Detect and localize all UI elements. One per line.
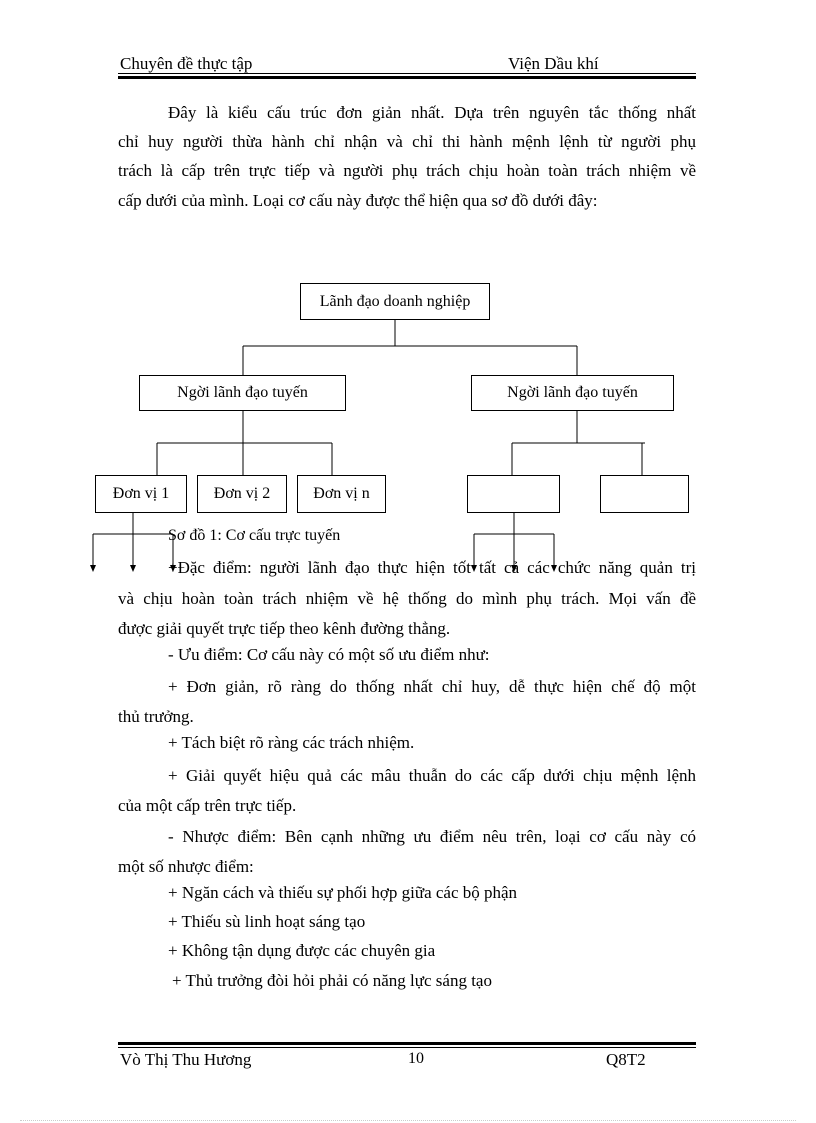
uu-diem-3-line-1: + Giải quyết hiệu quả các mâu thuẫn do các cấp dưới chịu mệnh lệnh bbox=[168, 766, 696, 785]
footer-rule-thick bbox=[118, 1042, 696, 1045]
dac-diem-line-1: +Đặc điểm: người lãnh đạo thực hiện tốt tất cả các chức năng quản trị bbox=[168, 558, 696, 577]
box-left-manager: Ngời lãnh đạo tuyến bbox=[139, 375, 346, 411]
nhuoc-diem-line-1: - Nhược điểm: Bên cạnh những ưu điểm nêu trên, loại cơ cấu này có bbox=[168, 827, 696, 846]
uu-diem-1-line-1: + Đơn giản, rõ ràng do thống nhất chỉ huy, dễ thực hiện chế độ một bbox=[168, 677, 696, 696]
box-unit-n: Đơn vị n bbox=[297, 475, 386, 513]
intro-line-3: trách là cấp trên trực tiếp và người phụ trách chịu hoàn toàn trách nhiệm về bbox=[118, 161, 696, 180]
box-empty-left bbox=[467, 475, 560, 513]
box-top-leader: Lãnh đạo doanh nghiệp bbox=[300, 283, 490, 320]
nhuoc-diem-4: + Thủ trưởng đòi hỏi phải có năng lực sáng tạo bbox=[172, 971, 492, 990]
nhuoc-diem-line-2: một số nhược điểm: bbox=[118, 857, 254, 876]
uu-diem-heading: - Ưu điểm: Cơ cấu này có một số ưu điểm như: bbox=[168, 645, 490, 664]
intro-line-1: Đây là kiểu cấu trúc đơn giản nhất. Dựa trên nguyên tắc thống nhất bbox=[168, 103, 696, 122]
footer-class: Q8T2 bbox=[606, 1050, 646, 1069]
box-unit-2: Đơn vị 2 bbox=[197, 475, 287, 513]
header-left: Chuyên đề thực tập bbox=[120, 54, 253, 73]
intro-line-4: cấp dưới của mình. Loại cơ cấu này được thể hiện qua sơ đồ dưới đây: bbox=[118, 191, 598, 210]
box-empty-right bbox=[600, 475, 689, 513]
uu-diem-3-line-2: của một cấp trên trực tiếp. bbox=[118, 796, 297, 815]
page-edge bbox=[20, 1120, 796, 1121]
footer-rule-thin bbox=[118, 1047, 696, 1048]
box-unit-1: Đơn vị 1 bbox=[95, 475, 187, 513]
box-right-manager: Ngời lãnh đạo tuyến bbox=[471, 375, 674, 411]
footer-page-number: 10 bbox=[408, 1050, 424, 1067]
nhuoc-diem-1: + Ngăn cách và thiếu sự phối hợp giữa các bộ phận bbox=[168, 883, 518, 902]
intro-line-2: chỉ huy người thừa hành chỉ nhận và chỉ thi hành mệnh lệnh từ người phụ bbox=[118, 132, 696, 151]
nhuoc-diem-2: + Thiếu sù linh hoạt sáng tạo bbox=[168, 912, 366, 931]
header-right: Viện Dầu khí bbox=[508, 54, 599, 73]
footer-author: Vò Thị Thu Hương bbox=[120, 1050, 252, 1069]
dac-diem-line-2: và chịu hoàn toàn trách nhiệm về hệ thống do mình phụ trách. Mọi vấn đề bbox=[118, 589, 696, 608]
dac-diem-line-3: được giải quyết trực tiếp theo kênh đường thẳng. bbox=[118, 619, 451, 638]
uu-diem-1-line-2: thủ trưởng. bbox=[118, 707, 194, 726]
nhuoc-diem-3: + Không tận dụng được các chuyên gia bbox=[168, 941, 436, 960]
uu-diem-2: + Tách biệt rõ ràng các trách nhiệm. bbox=[168, 733, 415, 752]
diagram-caption: Sơ đồ 1: Cơ cấu trực tuyến bbox=[168, 527, 341, 544]
